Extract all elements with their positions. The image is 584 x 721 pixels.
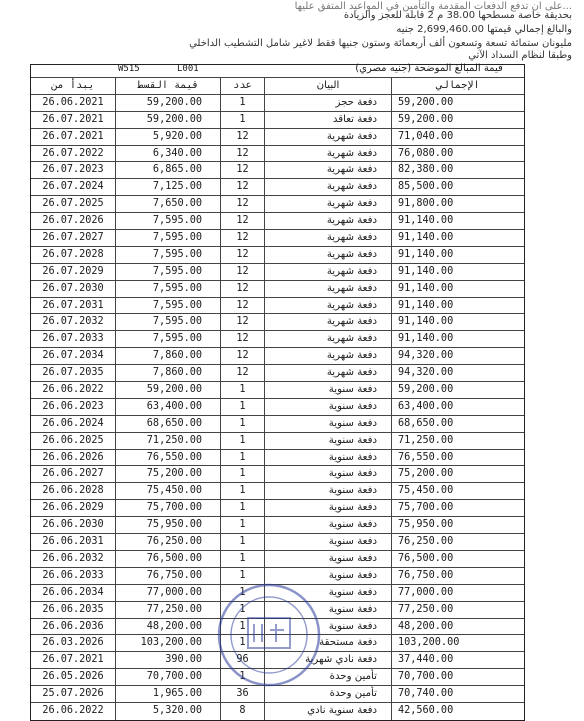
row-installment-amount: 5,920.00: [116, 129, 221, 145]
row-installment-amount: 7,595.00: [116, 230, 221, 246]
row-description: دفعة شهرية: [265, 298, 392, 314]
row-total: 91,140.00: [398, 333, 454, 345]
row-description: دفعة شهرية: [265, 146, 392, 162]
row-start-date: 26.06.2036: [31, 619, 116, 635]
row-start-date: 26.06.2032: [31, 551, 116, 567]
row-count: 12: [221, 196, 265, 212]
table-row: [31, 382, 524, 399]
table-row: [31, 466, 524, 483]
row-installment-amount: 70,700.00: [116, 669, 221, 685]
table-body: [31, 95, 524, 720]
row-description: دفعة شهرية: [265, 196, 392, 212]
table-row: [31, 146, 524, 163]
row-count: 1: [221, 95, 265, 111]
row-total: 59,200.00: [398, 96, 454, 108]
row-total: 75,950.00: [398, 519, 454, 531]
row-description: دفعة شهرية: [265, 348, 392, 364]
row-installment-amount: 6,865.00: [116, 162, 221, 178]
row-description: دفعة سنوية: [265, 500, 392, 516]
row-start-date: 26.07.2031: [31, 298, 116, 314]
row-count: 12: [221, 162, 265, 178]
row-installment-amount: 7,595.00: [116, 314, 221, 330]
table-row: [31, 129, 524, 146]
row-total: 75,700.00: [398, 502, 454, 514]
row-count: 12: [221, 129, 265, 145]
table-row: [31, 179, 524, 196]
ref-code: L001: [177, 64, 199, 74]
row-description: دفعة سنوية: [265, 382, 392, 398]
row-description: دفعة شهرية: [265, 247, 392, 263]
row-total: 94,320.00: [398, 367, 454, 379]
row-installment-amount: 103,200.00: [116, 635, 221, 651]
row-start-date: 26.06.2026: [31, 450, 116, 466]
row-description: دفعة سنوية: [265, 466, 392, 482]
row-description: دفعة شهرية: [265, 179, 392, 195]
row-start-date: 26.06.2029: [31, 500, 116, 516]
row-count: 1: [221, 602, 265, 618]
table-row: [31, 416, 524, 433]
row-start-date: 26.07.2021: [31, 129, 116, 145]
row-total: 91,800.00: [398, 198, 454, 210]
row-description: دفعة حجز: [265, 95, 392, 111]
row-description: دفعة سنوية نادي: [265, 703, 392, 720]
row-total: 70,700.00: [398, 671, 454, 683]
row-installment-amount: 63,400.00: [116, 399, 221, 415]
row-total: 76,500.00: [398, 552, 454, 564]
row-count: 1: [221, 466, 265, 482]
row-count: 1: [221, 382, 265, 398]
row-total: 63,400.00: [398, 400, 454, 412]
row-count: 12: [221, 146, 265, 162]
table-row: [31, 331, 524, 348]
row-total: 48,200.00: [398, 620, 454, 632]
row-installment-amount: 7,860.00: [116, 365, 221, 381]
row-total: 91,140.00: [398, 265, 454, 277]
row-installment-amount: 76,550.00: [116, 450, 221, 466]
row-count: 12: [221, 230, 265, 246]
table-row: [31, 450, 524, 467]
row-installment-amount: 77,250.00: [116, 602, 221, 618]
header-line: مليونان ستمائة تسعة وتسعون ألف أربعمائة وستون جنيها فقط لاغير شامل التشطيب الداخلي: [189, 38, 572, 49]
row-count: 1: [221, 450, 265, 466]
row-count: 1: [221, 619, 265, 635]
row-start-date: 26.07.2032: [31, 314, 116, 330]
row-count: 1: [221, 568, 265, 584]
row-count: 36: [221, 686, 265, 702]
row-start-date: 26.07.2033: [31, 331, 116, 347]
row-total: 91,140.00: [398, 248, 454, 260]
row-total: 77,250.00: [398, 603, 454, 615]
table-row: [31, 585, 524, 602]
row-installment-amount: 77,000.00: [116, 585, 221, 601]
row-start-date: 26.07.2024: [31, 179, 116, 195]
row-start-date: 26.06.2033: [31, 568, 116, 584]
row-installment-amount: 390.00: [116, 652, 221, 668]
table-row: [31, 399, 524, 416]
row-description: دفعة شهرية: [265, 264, 392, 280]
row-count: 12: [221, 298, 265, 314]
row-installment-amount: 7,595.00: [116, 247, 221, 263]
row-installment-amount: 75,950.00: [116, 517, 221, 533]
row-installment-amount: 7,595.00: [116, 298, 221, 314]
row-count: 1: [221, 551, 265, 567]
row-installment-amount: 75,200.00: [116, 466, 221, 482]
row-description: دفعة سنوية: [265, 551, 392, 567]
row-total: 68,650.00: [398, 417, 454, 429]
row-total: 75,450.00: [398, 485, 454, 497]
row-start-date: 26.06.2025: [31, 433, 116, 449]
row-description: دفعة سنوية: [265, 483, 392, 499]
row-start-date: 26.06.2022: [31, 382, 116, 398]
row-start-date: 25.07.2026: [31, 686, 116, 702]
row-installment-amount: 71,250.00: [116, 433, 221, 449]
row-start-date: 26.06.2024: [31, 416, 116, 432]
table-row: [31, 635, 524, 652]
row-installment-amount: 75,700.00: [116, 500, 221, 516]
row-total: 71,040.00: [398, 130, 454, 142]
column-header-amount: قيمة القسط: [116, 78, 221, 94]
row-start-date: 26.06.2023: [31, 399, 116, 415]
row-total: 76,750.00: [398, 569, 454, 581]
table-row: [31, 365, 524, 382]
header-line: وطبقا لنظام السداد الآتي: [468, 50, 572, 61]
row-start-date: 26.07.2022: [31, 146, 116, 162]
row-installment-amount: 76,750.00: [116, 568, 221, 584]
row-count: 12: [221, 348, 265, 364]
row-count: 12: [221, 213, 265, 229]
table-row: [31, 602, 524, 619]
row-total: 82,380.00: [398, 164, 454, 176]
header-line: ...على ان تدفع الدفعات المقدمة والتأمين في المواعيد المتفق عليها: [294, 1, 572, 12]
row-total: 91,140.00: [398, 282, 454, 294]
table-header-row: [31, 78, 524, 95]
row-count: 1: [221, 399, 265, 415]
row-description: دفعة مستحقة: [265, 635, 392, 651]
row-total: 76,550.00: [398, 451, 454, 463]
table-row: [31, 686, 524, 703]
row-total: 91,140.00: [398, 299, 454, 311]
row-count: 12: [221, 365, 265, 381]
table-row: [31, 162, 524, 179]
row-count: 1: [221, 500, 265, 516]
row-installment-amount: 68,650.00: [116, 416, 221, 432]
row-start-date: 26.07.2025: [31, 196, 116, 212]
row-description: دفعة سنوية: [265, 433, 392, 449]
row-count: 1: [221, 433, 265, 449]
row-description: دفعة شهرية: [265, 314, 392, 330]
column-header-description: البيان: [265, 78, 392, 94]
table-row: [31, 619, 524, 636]
row-total: 94,320.00: [398, 350, 454, 362]
row-installment-amount: 76,500.00: [116, 551, 221, 567]
row-start-date: 26.07.2026: [31, 213, 116, 229]
row-start-date: 26.07.2030: [31, 281, 116, 297]
row-start-date: 26.07.2035: [31, 365, 116, 381]
row-installment-amount: 7,650.00: [116, 196, 221, 212]
unit-code: W515: [118, 64, 140, 74]
row-total: 70,740.00: [398, 688, 454, 700]
row-start-date: 26.07.2028: [31, 247, 116, 263]
payment-schedule-table: [30, 64, 525, 721]
row-description: دفعة سنوية: [265, 399, 392, 415]
row-description: دفعة شهرية: [265, 230, 392, 246]
row-description: دفعة نادي شهرية: [265, 652, 392, 668]
row-description: تأمين وحدة: [265, 669, 392, 685]
row-description: دفعة شهرية: [265, 162, 392, 178]
row-total: 77,000.00: [398, 586, 454, 598]
row-description: دفعة سنوية: [265, 534, 392, 550]
row-start-date: 26.03.2026: [31, 635, 116, 651]
row-description: دفعة سنوية: [265, 619, 392, 635]
row-description: دفعة تعاقد: [265, 112, 392, 128]
row-installment-amount: 7,595.00: [116, 264, 221, 280]
table-row: [31, 112, 524, 129]
column-header-start: يبدأ من: [31, 78, 116, 94]
row-start-date: 26.06.2028: [31, 483, 116, 499]
row-count: 96: [221, 652, 265, 668]
row-installment-amount: 59,200.00: [116, 95, 221, 111]
row-count: 1: [221, 635, 265, 651]
row-start-date: 26.06.2027: [31, 466, 116, 482]
row-installment-amount: 7,595.00: [116, 213, 221, 229]
row-installment-amount: 75,450.00: [116, 483, 221, 499]
row-description: دفعة شهرية: [265, 281, 392, 297]
row-count: 12: [221, 314, 265, 330]
row-start-date: 26.07.2023: [31, 162, 116, 178]
row-description: دفعة سنوية: [265, 568, 392, 584]
row-installment-amount: 1,965.00: [116, 686, 221, 702]
table-row: [31, 348, 524, 365]
table-row: [31, 433, 524, 450]
row-description: دفعة شهرية: [265, 213, 392, 229]
row-description: دفعة سنوية: [265, 416, 392, 432]
row-installment-amount: 7,595.00: [116, 331, 221, 347]
table-row: [31, 568, 524, 585]
document-header: [0, 0, 584, 64]
row-count: 12: [221, 179, 265, 195]
row-start-date: 26.06.2030: [31, 517, 116, 533]
row-installment-amount: 7,860.00: [116, 348, 221, 364]
table-row: [31, 264, 524, 281]
table-row: [31, 230, 524, 247]
row-description: دفعة شهرية: [265, 331, 392, 347]
row-count: 12: [221, 331, 265, 347]
row-count: 1: [221, 483, 265, 499]
row-total: 59,200.00: [398, 113, 454, 125]
row-installment-amount: 59,200.00: [116, 112, 221, 128]
row-description: دفعة سنوية: [265, 602, 392, 618]
row-description: دفعة شهرية: [265, 129, 392, 145]
row-start-date: 26.07.2027: [31, 230, 116, 246]
table-row: [31, 534, 524, 551]
column-header-count: عدد: [221, 78, 265, 94]
table-row: [31, 196, 524, 213]
row-count: 12: [221, 264, 265, 280]
table-row: [31, 517, 524, 534]
row-start-date: 26.07.2021: [31, 112, 116, 128]
row-count: 12: [221, 247, 265, 263]
table-row: [31, 669, 524, 686]
row-start-date: 26.07.2034: [31, 348, 116, 364]
row-start-date: 26.06.2021: [31, 95, 116, 111]
row-total: 71,250.00: [398, 434, 454, 446]
row-description: دفعة شهرية: [265, 365, 392, 381]
row-description: دفعة سنوية: [265, 585, 392, 601]
row-description: دفعة سنوية: [265, 517, 392, 533]
row-total: 91,140.00: [398, 232, 454, 244]
table-row: [31, 652, 524, 669]
row-total: 37,440.00: [398, 654, 454, 666]
row-total: 85,500.00: [398, 181, 454, 193]
row-installment-amount: 5,320.00: [116, 703, 221, 720]
row-installment-amount: 7,595.00: [116, 281, 221, 297]
row-installment-amount: 6,340.00: [116, 146, 221, 162]
table-codes-row: [31, 65, 524, 78]
row-total: 91,140.00: [398, 215, 454, 227]
table-row: [31, 314, 524, 331]
row-total: 103,200.00: [398, 637, 460, 649]
row-start-date: 26.06.2031: [31, 534, 116, 550]
table-row: [31, 281, 524, 298]
row-installment-amount: 76,250.00: [116, 534, 221, 550]
table-row: [31, 500, 524, 517]
header-line: بحديقة خاصة مسطحها 38.00 م 2 قابلة للعجز والزيادة: [343, 10, 572, 21]
row-description: دفعة سنوية: [265, 450, 392, 466]
row-count: 1: [221, 585, 265, 601]
table-row: [31, 551, 524, 568]
row-start-date: 26.07.2021: [31, 652, 116, 668]
table-row: [31, 213, 524, 230]
row-description: تأمين وحدة: [265, 686, 392, 702]
row-start-date: 26.06.2035: [31, 602, 116, 618]
row-installment-amount: 48,200.00: [116, 619, 221, 635]
row-count: 1: [221, 517, 265, 533]
row-count: 8: [221, 703, 265, 720]
header-line: والبالغ إجمالي قيمتها 2,699,460.00 جنيه: [396, 24, 572, 35]
table-row: [31, 95, 524, 112]
row-total: 76,080.00: [398, 147, 454, 159]
column-header-total: الإجمالي: [436, 80, 480, 91]
row-count: 1: [221, 416, 265, 432]
row-installment-amount: 59,200.00: [116, 382, 221, 398]
table-row: [31, 247, 524, 264]
table-row: [31, 483, 524, 500]
row-total: 42,560.00: [398, 704, 454, 716]
row-start-date: 26.06.2034: [31, 585, 116, 601]
table-row: [31, 298, 524, 315]
row-count: 12: [221, 281, 265, 297]
amounts-group-title: قيمة المبالغ الموضحة (جنيه مصري): [355, 63, 503, 74]
row-total: 59,200.00: [398, 384, 454, 396]
row-total: 76,250.00: [398, 536, 454, 548]
row-start-date: 26.05.2026: [31, 669, 116, 685]
table-row: [31, 703, 524, 720]
row-start-date: 26.06.2022: [31, 703, 116, 720]
row-total: 75,200.00: [398, 468, 454, 480]
row-installment-amount: 7,125.00: [116, 179, 221, 195]
row-count: 1: [221, 112, 265, 128]
row-start-date: 26.07.2029: [31, 264, 116, 280]
row-count: 1: [221, 534, 265, 550]
row-count: 1: [221, 669, 265, 685]
row-total: 91,140.00: [398, 316, 454, 328]
